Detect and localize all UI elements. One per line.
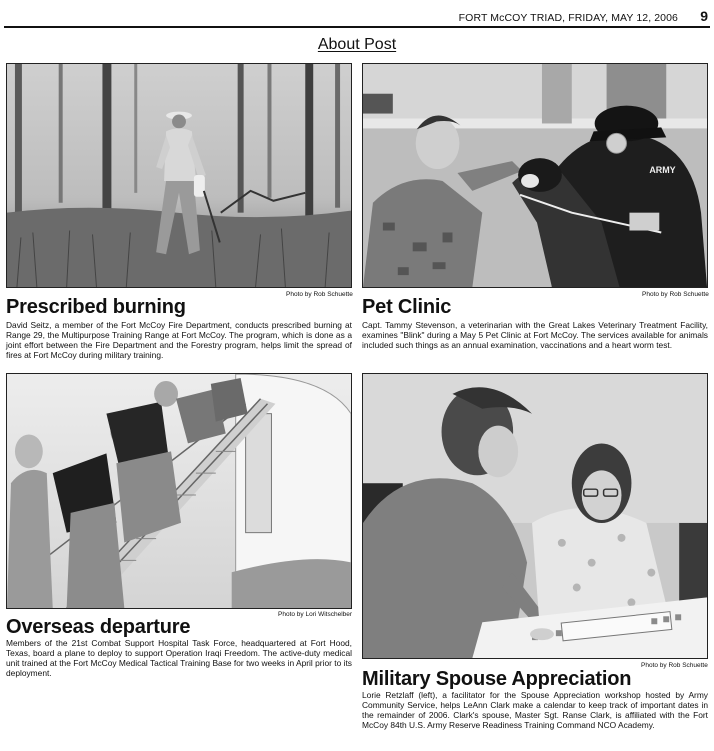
section-title	[0, 36, 714, 54]
story-body: Lorie Retzlaff (left), a facilitator for the Spouse Appreciation workshop hosted by Army Community Service, helps LeAnn Clark make a calendar to keep track of important dates in the remainder of 2006. Clark's spouse, Master Sgt. Ranse Clark, is affiliated with the Fort McCoy 84th U.S. Army Reserve Readiness Training Command NCO Academy.	[362, 690, 708, 730]
story-headline: Pet Clinic	[362, 296, 452, 318]
story-headline: Overseas departure	[6, 616, 191, 638]
photo-credit: Photo by Rob Schuette	[641, 662, 708, 669]
story-body: Capt. Tammy Stevenson, a veterinarian with the Great Lakes Veterinary Treatment Facility, examines "Blink" during a May 5 Pet Clinic at Fort McCoy. The services available for animals included such things as an annual examination, vaccinations and a heart worm test.	[362, 320, 708, 350]
publication-line: FORT McCOY TRIAD, FRIDAY, MAY 12, 2006	[458, 12, 678, 24]
section-title-text: About Post	[317, 36, 397, 53]
photo-overseas-departure	[6, 373, 352, 609]
photo-credit: Photo by Rob Schuette	[642, 291, 709, 298]
story-headline: Prescribed burning	[6, 296, 186, 318]
masthead	[4, 6, 710, 26]
photo-pet-clinic	[362, 63, 708, 288]
photo-military-spouse-appreciation	[362, 373, 708, 659]
story-headline: Military Spouse Appreciation	[362, 668, 632, 690]
photo-credit: Photo by Lori Witschelber	[278, 611, 353, 618]
photo-prescribed-burning	[6, 63, 352, 288]
photo-credit: Photo by Rob Schuette	[286, 291, 353, 298]
story-body: Members of the 21st Combat Support Hospital Task Force, headquartered at Fort Hood, Texas, board a plane to deploy to support Operation Iraqi Freedom. The active-duty medical unit trained at the Fort McCoy Medical Tactical Training Base for two weeks in April prior to its deployment.	[6, 638, 352, 678]
cap-patch-text: ARMY	[649, 165, 676, 176]
masthead-rule	[4, 26, 710, 28]
page-number: 9	[700, 8, 708, 24]
story-body: David Seitz, a member of the Fort McCoy Fire Department, conducts prescribed burning at Range 29, the Multipurpose Training Range at Fort McCoy. The program, which is done as a joint effort between the Fire Department and the Forestry program, helps limit the spread of fires at Fort McCoy during military training.	[6, 320, 352, 360]
